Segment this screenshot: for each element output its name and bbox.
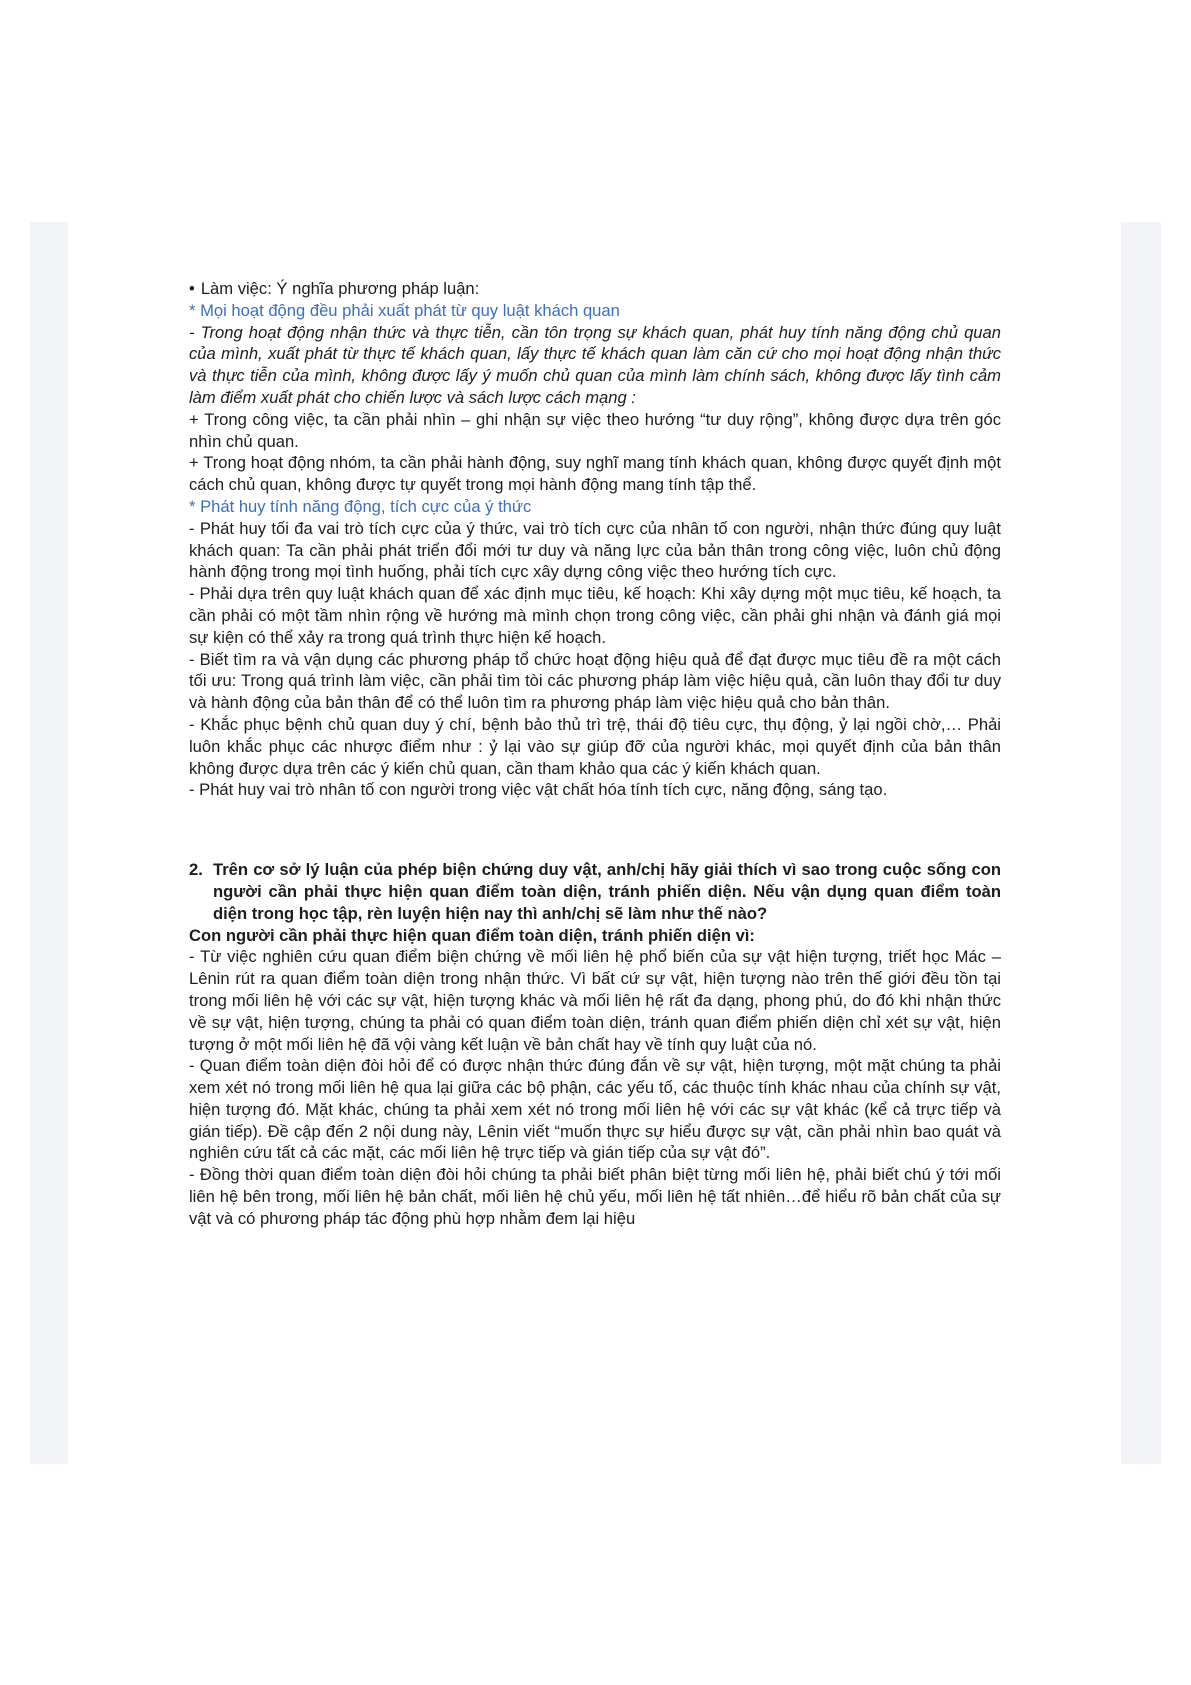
answer-paragraph: - Từ việc nghiên cứu quan điểm biện chứng về mối liên hệ phổ biến của sự vật hiện tượng, triết học Mác – Lênin rút ra quan điểm toàn diện trong nhận thức. Vì bất cứ sự vật, hiện tượng nào trên thế giới đều tồn tại trong mối liên hệ với các sự vật, hiện tượng khác và mối liên hệ rất đa dạng, phong phú, do đó khi nhận thức về sự vật, hiện tượng, chúng ta phải có quan điểm toàn diện, tránh quan điểm phiến diện chỉ xét sự vật, hiện tượng ở một mối liên hệ đã vội vàng kết luận về bản chất hay về tính quy luật của nó. [189,947,1001,1054]
plus-item: + Trong công việc, ta cần phải nhìn – ghi nhận sự việc theo hướng “tư duy rộng”, không được dựa trên góc nhìn chủ quan. [189,409,1001,451]
section-spacer [189,801,1001,859]
answer-paragraph: - Quan điểm toàn diện đòi hỏi để có được nhận thức đúng đắn về sự vật, hiện tượng, một mặt chúng ta phải xem xét nó trong mối liên hệ qua lại giữa các bộ phận, các yếu tố, các thuộc tính khác nhau của chính sự vật, hiện tượng đó. Mặt khác, chúng ta phải xem xét nó trong mối liên hệ với các sự vật khác (kể cả trực tiếp và gián tiếp). Đề cập đến 2 nội dung này, Lênin viết “muốn thực sự hiểu được sự vật, cần phải nhìn bao quát và nghiên cứu tất cả các mặt, các mối liên hệ trực tiếp và gián tiếp của sự vật đó”. [189,1056,1001,1163]
question-text: Trên cơ sở lý luận của phép biện chứng duy vật, anh/chị hãy giải thích vì sao trong cuộc sống con người cần phải thực hiện quan điểm toàn diện, tránh phiến diện. Nếu vận dụng quan điểm toàn diện trong học tập, rèn luyện hiện nay thì anh/chị sẽ làm như thế nào? [213,860,1001,923]
bullet-icon: • [189,279,195,298]
question-number: 2. [189,860,203,880]
dash-item: - Khắc phục bệnh chủ quan duy ý chí, bệnh bảo thủ trì trệ, thái độ tiêu cực, thụ động, ỷ lại ngồi chờ,… Phải luôn khắc phục các nhược điểm như : ỷ lại vào sự giúp đỡ của người khác, mọi quyết định của bản thân không được dựa trên các ý kiến chủ quan, cần tham khảo qua các ý kiến khách quan. [189,714,1001,778]
answer-paragraph: - Đồng thời quan điểm toàn diện đòi hỏi chúng ta phải biết phân biệt từng mối liên hệ, phải biết chú ý tới mối liên hệ bên trong, mối liên hệ bản chất, mối liên hệ chủ yếu, mối liên hệ tất nhiên…để hiểu rõ bản chất của sự vật và có phương pháp tác động phù hợp nhằm đem lại hiệu [189,1165,1001,1228]
dash-item: - Phát huy tối đa vai trò tích cực của ý thức, vai trò tích cực của nhân tố con người, nhận thức đúng quy luật khách quan: Ta cần phải phát triển đổi mới tư duy và năng lực của bản thân trong công việc, luôn chủ động hành động trong mọi tình huống, phải tích cực xây dựng công việc theo hướng tích cực. [189,518,1001,582]
dash-item: - Biết tìm ra và vận dụng các phương pháp tổ chức hoạt động hiệu quả để đạt được mục tiêu đề ra một cách tối ưu: Trong quá trình làm việc, cần phải tìm tòi các phương pháp làm việc hiệu quả, cần luôn thay đổi tư duy và hành động của bản thân để có thể luôn tìm ra phương pháp làm việc hiệu quả cho bản thân. [189,649,1001,713]
plus-item: + Trong hoạt động nhóm, ta cần phải hành động, suy nghĩ mang tính khách quan, không được quyết định một cách chủ quan, không được tự quyết trong mọi hành động mang tính tập thể. [189,453,1001,495]
italic-paragraph: - Trong hoạt động nhận thức và thực tiễn, cần tôn trọng sự khách quan, phát huy tính năng động chủ quan của mình, xuất phát từ thực tế khách quan, lấy thực tế khách quan làm căn cứ cho mọi hoạt động nhận thức và thực tiễn của mình, không được lấy ý muốn chủ quan của mình làm chính sách, không được lấy tình cảm làm điểm xuất phát cho chiến lược và sách lược cách mạng : [189,322,1001,407]
blue-subheading: * Phát huy tính năng động, tích cực của ý thức [189,496,532,516]
answer-subheading: Con người cần phải thực hiện quan điểm toàn diện, tránh phiến diện vì: [189,925,755,945]
blue-subheading: * Mọi hoạt động đều phải xuất phát từ quy luật khách quan [189,300,620,320]
document-page [68,222,1121,1464]
dash-item: - Phải dựa trên quy luật khách quan để xác định mục tiêu, kế hoạch: Khi xây dựng một mục tiêu, kế hoạch, ta cần phải có một tầm nhìn rộng về hướng mà mình chọn trong công việc, cần phải ghi nhận và đánh giá mọi sự kiện có thể xảy ra trong quá trình thực hiện kế hoạch. [189,584,1001,647]
dash-item: - Phát huy vai trò nhân tố con người trong việc vật chất hóa tính tích cực, năng động, sáng tạo. [189,780,888,800]
section-heading: • Làm việc: Ý nghĩa phương pháp luận: [189,279,480,298]
question-2 [189,859,1001,924]
page-content [189,278,1001,1230]
